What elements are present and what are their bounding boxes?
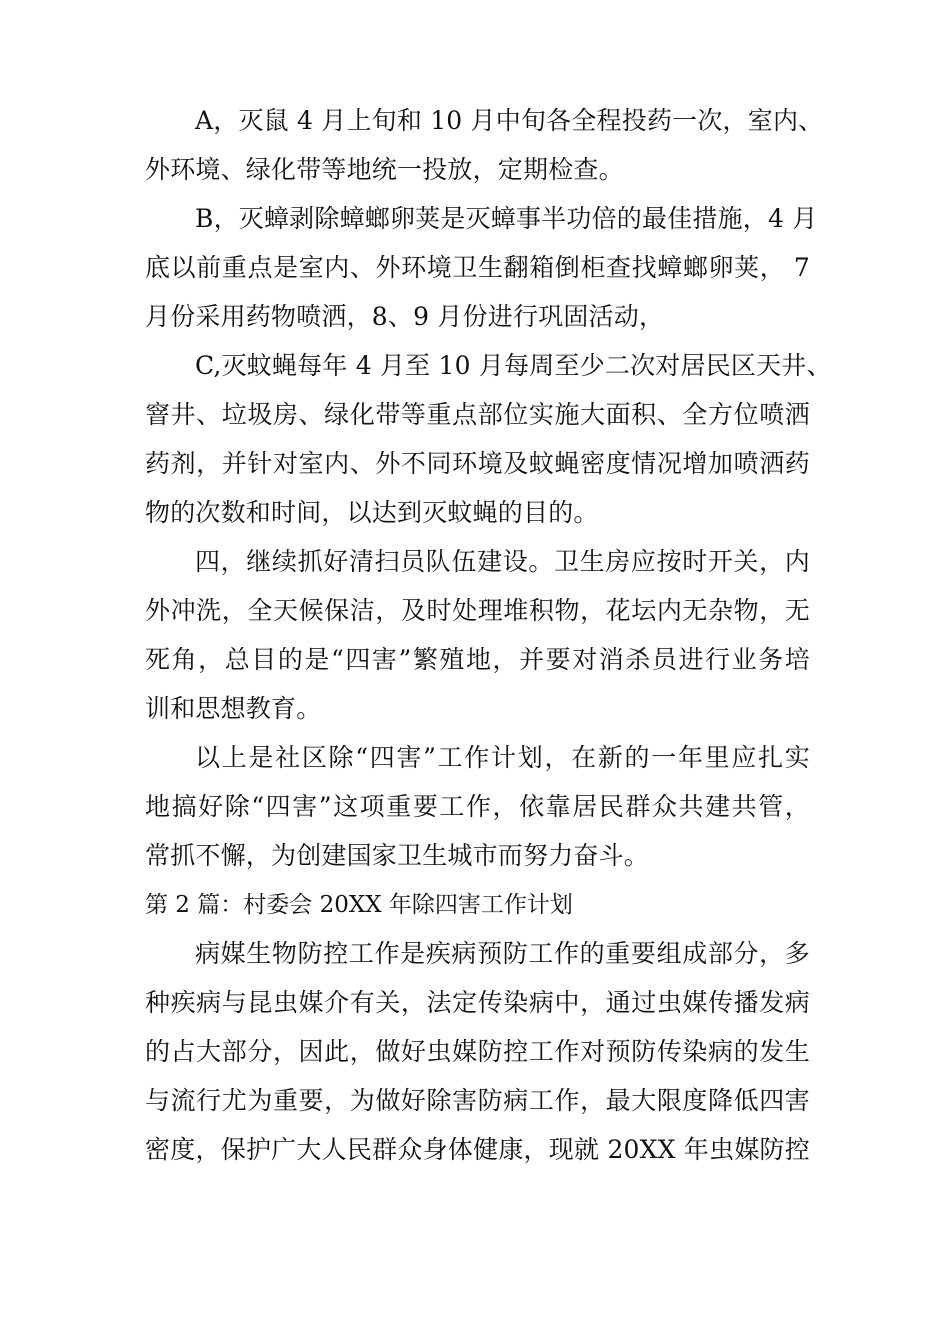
section-paragraph-line-5: 密度，保护广大人民群众身体健康，现就 20XX 年虫媒防控 xyxy=(145,1135,810,1164)
paragraph-a-line-2: 外环境、绿化带等地统一投放，定期检查。 xyxy=(145,155,624,184)
paragraph-4-line-3: 死角，总目的是“四害”繁殖地，并要对消杀员进行业务培 xyxy=(145,645,810,674)
summary-line-3: 常抓不懈，为创建国家卫生城市而努力奋斗。 xyxy=(145,841,650,870)
section-paragraph-line-2: 种疾病与昆虫媒介有关，法定传染病中，通过虫媒传播发病 xyxy=(145,988,810,1017)
section-paragraph-line-4: 与流行尤为重要，为做好除害防病工作，最大限度降低四害 xyxy=(145,1086,810,1115)
section-heading: 第 2 篇：村委会 20XX 年除四害工作计划 xyxy=(145,892,573,918)
paragraph-a-line-1: A，灭鼠 4 月上旬和 10 月中旬各全程投药一次，室内、 xyxy=(195,106,824,135)
paragraph-4-line-4: 训和思想教育。 xyxy=(145,694,322,723)
paragraph-4-line-2: 外冲洗，全天候保洁，及时处理堆积物，花坛内无杂物，无 xyxy=(145,596,810,625)
paragraph-b-line-2: 底以前重点是室内、外环境卫生翻箱倒柜查找蟑螂卵荚， 7 xyxy=(145,253,810,282)
section-paragraph-line-1: 病媒生物防控工作是疾病预防工作的重要组成部分，多 xyxy=(195,939,810,968)
paragraph-c-line-2: 窨井、垃圾房、绿化带等重点部位实施大面积、全方位喷洒 xyxy=(145,400,810,429)
paragraph-c-line-4: 物的次数和时间，以达到灭蚊蝇的目的。 xyxy=(145,498,599,527)
section-paragraph-line-3: 的占大部分，因此，做好虫媒防控工作对预防传染病的发生 xyxy=(145,1037,810,1066)
paragraph-c-line-3: 药剂，并针对室内、外不同环境及蚊蝇密度情况增加喷洒药 xyxy=(145,449,810,478)
paragraph-b-line-3: 月份采用药物喷洒，8、9 月份进行巩固活动， xyxy=(145,302,665,331)
paragraph-c-line-1: C,灭蚊蝇每年 4 月至 10 月每周至少二次对居民区天井、 xyxy=(195,351,832,380)
summary-line-2: 地搞好除“四害”这项重要工作，依靠居民群众共建共管， xyxy=(145,792,810,821)
paragraph-4-line-1: 四，继续抓好清扫员队伍建设。卫生房应按时开关，内 xyxy=(195,547,810,576)
summary-line-1: 以上是社区除“四害”工作计划，在新的一年里应扎实 xyxy=(195,743,810,772)
paragraph-b-line-1: B，灭蟑剥除蟑螂卵荚是灭蟑事半功倍的最佳措施，4 月 xyxy=(195,204,818,233)
